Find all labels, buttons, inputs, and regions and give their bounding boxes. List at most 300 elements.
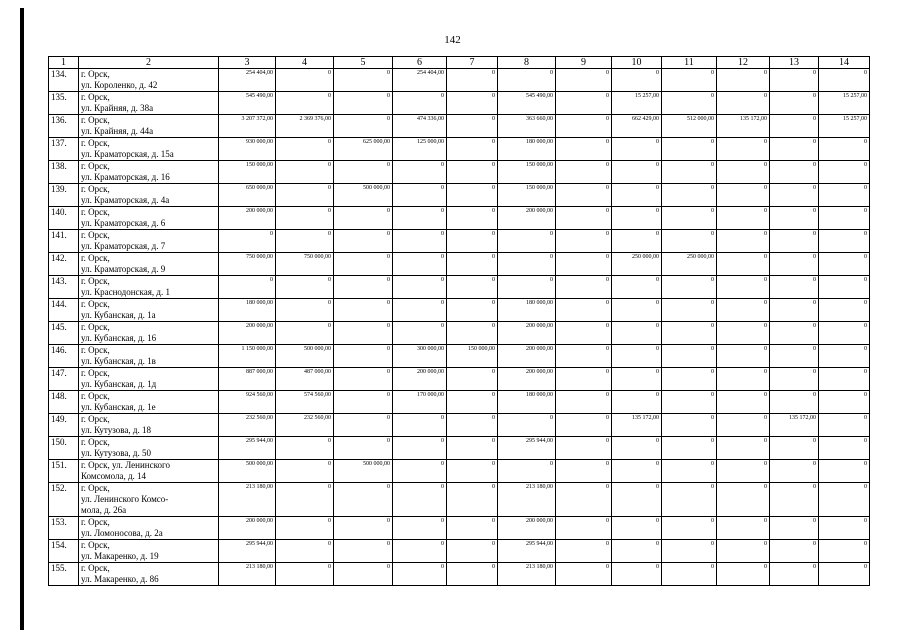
value-cell: 0 <box>662 483 717 517</box>
value-cell: 0 <box>819 184 870 207</box>
address-line: г. Орск, <box>81 517 110 527</box>
address-line: ул. Кутузова, д. 18 <box>81 425 151 435</box>
value-cell: 0 <box>819 517 870 540</box>
value-cell: 0 <box>662 184 717 207</box>
table-row <box>49 414 870 437</box>
table-row <box>49 540 870 563</box>
value-cell: 200 000,00 <box>498 207 556 230</box>
value-cell: 0 <box>447 563 498 586</box>
table-row <box>49 483 870 517</box>
value-cell: 0 <box>770 115 819 138</box>
address-cell <box>79 92 219 115</box>
value-cell: 200 000,00 <box>498 368 556 391</box>
value-cell: 200 000,00 <box>219 517 276 540</box>
row-number: 137. <box>49 138 79 161</box>
value-cell: 0 <box>612 540 662 563</box>
value-cell: 250 000,00 <box>612 253 662 276</box>
row-number: 149. <box>49 414 79 437</box>
value-cell: 0 <box>717 92 770 115</box>
value-cell: 135 172,00 <box>612 414 662 437</box>
column-header: 1 <box>49 57 79 69</box>
value-cell: 0 <box>219 230 276 253</box>
row-number: 144. <box>49 299 79 322</box>
table-row <box>49 253 870 276</box>
row-number: 155. <box>49 563 79 586</box>
address-line: г. Орск, <box>81 276 110 286</box>
table-row <box>49 563 870 586</box>
address-cell <box>79 368 219 391</box>
value-cell: 0 <box>662 540 717 563</box>
value-cell: 0 <box>662 460 717 483</box>
value-cell: 2 369 376,00 <box>276 115 334 138</box>
value-cell: 0 <box>770 391 819 414</box>
value-cell: 0 <box>276 517 334 540</box>
value-cell: 0 <box>819 483 870 517</box>
value-cell: 0 <box>662 437 717 460</box>
value-cell: 0 <box>819 138 870 161</box>
column-header: 5 <box>334 57 393 69</box>
address-cell <box>79 460 219 483</box>
address-line: Комсомола, д. 14 <box>81 471 147 481</box>
value-cell: 135 172,00 <box>717 115 770 138</box>
value-cell: 3 207 372,00 <box>219 115 276 138</box>
value-cell: 0 <box>662 368 717 391</box>
value-cell: 0 <box>447 460 498 483</box>
value-cell: 1 150 000,00 <box>219 345 276 368</box>
row-number: 145. <box>49 322 79 345</box>
address-line: г. Орск, <box>81 207 110 217</box>
value-cell: 0 <box>717 437 770 460</box>
value-cell: 0 <box>556 138 612 161</box>
address-line: ул. Краснодонская, д. 1 <box>81 287 170 297</box>
row-number: 141. <box>49 230 79 253</box>
row-number: 146. <box>49 345 79 368</box>
value-cell: 180 000,00 <box>498 299 556 322</box>
value-cell: 0 <box>770 345 819 368</box>
value-cell: 0 <box>393 161 447 184</box>
value-cell: 512 000,00 <box>662 115 717 138</box>
value-cell: 0 <box>662 276 717 299</box>
value-cell: 0 <box>662 138 717 161</box>
column-header: 11 <box>662 57 717 69</box>
column-header: 9 <box>556 57 612 69</box>
value-cell: 500 000,00 <box>334 184 393 207</box>
value-cell: 295 944,00 <box>219 437 276 460</box>
value-cell: 0 <box>770 92 819 115</box>
address-line: ул. Короленко, д. 42 <box>81 80 158 90</box>
value-cell: 0 <box>819 414 870 437</box>
value-cell: 0 <box>334 414 393 437</box>
value-cell: 200 000,00 <box>498 322 556 345</box>
address-line: ул. Краматорская, д. 9 <box>81 264 166 274</box>
value-cell: 200 000,00 <box>219 322 276 345</box>
address-line: ул. Краматорская, д. 4а <box>81 195 170 205</box>
address-line: г. Орск, <box>81 138 110 148</box>
address-cell <box>79 437 219 460</box>
address-line: г. Орск, <box>81 253 110 263</box>
value-cell: 0 <box>276 563 334 586</box>
value-cell: 0 <box>334 92 393 115</box>
address-line: мола, д. 26а <box>81 505 127 515</box>
address-line: ул. Ломоносова, д. 2а <box>81 528 163 538</box>
value-cell: 0 <box>276 138 334 161</box>
value-cell: 574 560,00 <box>276 391 334 414</box>
value-cell: 0 <box>717 368 770 391</box>
value-cell: 0 <box>447 207 498 230</box>
value-cell: 0 <box>556 483 612 517</box>
value-cell: 0 <box>276 184 334 207</box>
value-cell: 0 <box>770 437 819 460</box>
table-row <box>49 115 870 138</box>
address-cell <box>79 563 219 586</box>
address-cell <box>79 322 219 345</box>
value-cell: 0 <box>334 207 393 230</box>
value-cell: 200 000,00 <box>393 368 447 391</box>
value-cell: 0 <box>447 322 498 345</box>
value-cell: 0 <box>819 299 870 322</box>
value-cell: 0 <box>393 437 447 460</box>
table-row <box>49 138 870 161</box>
value-cell: 0 <box>556 517 612 540</box>
value-cell: 0 <box>662 391 717 414</box>
value-cell: 0 <box>498 253 556 276</box>
value-cell: 0 <box>770 161 819 184</box>
value-cell: 0 <box>819 391 870 414</box>
column-header: 8 <box>498 57 556 69</box>
value-cell: 0 <box>393 253 447 276</box>
value-cell: 0 <box>612 207 662 230</box>
value-cell: 0 <box>498 276 556 299</box>
value-cell: 0 <box>393 184 447 207</box>
address-line: г. Орск, <box>81 437 110 447</box>
value-cell: 0 <box>770 368 819 391</box>
value-cell: 15 257,00 <box>819 92 870 115</box>
value-cell: 0 <box>334 437 393 460</box>
address-line: ул. Крайняя, д. 44а <box>81 126 154 136</box>
value-cell: 0 <box>556 345 612 368</box>
value-cell: 0 <box>447 414 498 437</box>
value-cell: 0 <box>556 299 612 322</box>
value-cell: 0 <box>662 345 717 368</box>
value-cell: 0 <box>498 230 556 253</box>
address-cell <box>79 184 219 207</box>
value-cell: 150 000,00 <box>447 345 498 368</box>
value-cell: 0 <box>717 322 770 345</box>
address-cell <box>79 391 219 414</box>
value-cell: 0 <box>447 391 498 414</box>
value-cell: 0 <box>770 138 819 161</box>
value-cell: 0 <box>819 322 870 345</box>
address-line: ул. Краматорская, д. 15а <box>81 149 174 159</box>
value-cell: 0 <box>612 345 662 368</box>
value-cell: 0 <box>393 92 447 115</box>
value-cell: 500 000,00 <box>334 460 393 483</box>
address-line: ул. Ленинского Комсо- <box>81 494 169 504</box>
value-cell: 300 000,00 <box>393 345 447 368</box>
value-cell: 0 <box>334 483 393 517</box>
value-cell: 0 <box>447 540 498 563</box>
table-row <box>49 460 870 483</box>
column-header: 3 <box>219 57 276 69</box>
header-row <box>49 57 870 69</box>
address-cell <box>79 483 219 517</box>
address-line: ул. Макаренко, д. 19 <box>81 551 159 561</box>
address-line: г. Орск, <box>81 299 110 309</box>
value-cell: 474 336,00 <box>393 115 447 138</box>
address-line: ул. Кубанская, д. 1д <box>81 379 157 389</box>
value-cell: 0 <box>334 540 393 563</box>
address-line: ул. Кубанская, д. 1в <box>81 356 156 366</box>
value-cell: 0 <box>334 322 393 345</box>
value-cell: 0 <box>334 368 393 391</box>
value-cell: 0 <box>717 184 770 207</box>
row-number: 134. <box>49 69 79 92</box>
value-cell: 0 <box>717 299 770 322</box>
value-cell: 0 <box>498 460 556 483</box>
value-cell: 0 <box>447 138 498 161</box>
value-cell: 0 <box>819 69 870 92</box>
row-number: 153. <box>49 517 79 540</box>
value-cell: 0 <box>717 69 770 92</box>
value-cell: 0 <box>770 322 819 345</box>
address-line: ул. Кутузова, д. 50 <box>81 448 151 458</box>
address-line: г. Орск, <box>81 414 110 424</box>
value-cell: 0 <box>717 563 770 586</box>
row-number: 150. <box>49 437 79 460</box>
value-cell: 625 000,00 <box>334 138 393 161</box>
value-cell: 0 <box>447 253 498 276</box>
value-cell: 180 000,00 <box>498 391 556 414</box>
value-cell: 0 <box>819 161 870 184</box>
value-cell: 0 <box>498 414 556 437</box>
table-row <box>49 322 870 345</box>
value-cell: 924 560,00 <box>219 391 276 414</box>
value-cell: 0 <box>819 460 870 483</box>
address-cell <box>79 69 219 92</box>
table-row <box>49 184 870 207</box>
value-cell: 0 <box>717 540 770 563</box>
value-cell: 0 <box>770 460 819 483</box>
value-cell: 0 <box>276 161 334 184</box>
table-row <box>49 299 870 322</box>
value-cell: 0 <box>662 230 717 253</box>
value-cell: 0 <box>334 115 393 138</box>
value-cell: 0 <box>612 276 662 299</box>
value-cell: 930 000,00 <box>219 138 276 161</box>
address-cell <box>79 345 219 368</box>
value-cell: 0 <box>276 69 334 92</box>
value-cell: 545 490,00 <box>219 92 276 115</box>
address-cell <box>79 161 219 184</box>
row-number: 151. <box>49 460 79 483</box>
table-row <box>49 276 870 299</box>
value-cell: 0 <box>612 368 662 391</box>
table-row <box>49 345 870 368</box>
table-row <box>49 92 870 115</box>
value-cell: 0 <box>276 460 334 483</box>
table-row <box>49 69 870 92</box>
address-cell <box>79 138 219 161</box>
value-cell: 0 <box>447 276 498 299</box>
value-cell: 0 <box>612 460 662 483</box>
value-cell: 232 560,00 <box>276 414 334 437</box>
value-cell: 125 000,00 <box>393 138 447 161</box>
value-cell: 213 180,00 <box>219 563 276 586</box>
value-cell: 0 <box>334 69 393 92</box>
address-line: г. Орск, <box>81 391 110 401</box>
value-cell: 0 <box>612 391 662 414</box>
value-cell: 0 <box>334 161 393 184</box>
value-cell: 0 <box>770 517 819 540</box>
value-cell: 0 <box>662 207 717 230</box>
value-cell: 662 429,00 <box>612 115 662 138</box>
value-cell: 0 <box>556 322 612 345</box>
address-cell <box>79 253 219 276</box>
value-cell: 0 <box>612 322 662 345</box>
value-cell: 0 <box>662 299 717 322</box>
value-cell: 15 257,00 <box>612 92 662 115</box>
value-cell: 0 <box>612 184 662 207</box>
value-cell: 0 <box>662 161 717 184</box>
value-cell: 0 <box>819 368 870 391</box>
address-line: г. Орск, <box>81 92 110 102</box>
address-line: г. Орск, <box>81 540 110 550</box>
table-row <box>49 161 870 184</box>
value-cell: 0 <box>612 161 662 184</box>
value-cell: 0 <box>393 460 447 483</box>
value-cell: 0 <box>819 230 870 253</box>
value-cell: 0 <box>276 483 334 517</box>
value-cell: 0 <box>334 299 393 322</box>
value-cell: 0 <box>276 276 334 299</box>
row-number: 142. <box>49 253 79 276</box>
value-cell: 0 <box>334 391 393 414</box>
address-line: г. Орск, <box>81 161 110 171</box>
value-cell: 0 <box>276 207 334 230</box>
value-cell: 0 <box>770 230 819 253</box>
value-cell: 0 <box>556 414 612 437</box>
value-cell: 0 <box>556 368 612 391</box>
value-cell: 200 000,00 <box>498 517 556 540</box>
value-cell: 0 <box>556 540 612 563</box>
value-cell: 0 <box>717 483 770 517</box>
row-number: 147. <box>49 368 79 391</box>
value-cell: 0 <box>393 540 447 563</box>
address-line: ул. Макаренко, д. 86 <box>81 574 159 584</box>
value-cell: 250 000,00 <box>662 253 717 276</box>
value-cell: 0 <box>447 437 498 460</box>
value-cell: 750 000,00 <box>219 253 276 276</box>
value-cell: 0 <box>393 299 447 322</box>
column-header: 2 <box>79 57 219 69</box>
value-cell: 0 <box>612 563 662 586</box>
value-cell: 180 000,00 <box>498 138 556 161</box>
address-line: г. Орск, <box>81 322 110 332</box>
value-cell: 0 <box>498 69 556 92</box>
address-cell <box>79 299 219 322</box>
address-line: ул. Краматорская, д. 16 <box>81 172 170 182</box>
value-cell: 0 <box>334 253 393 276</box>
value-cell: 0 <box>334 517 393 540</box>
value-cell: 500 000,00 <box>219 460 276 483</box>
value-cell: 0 <box>447 368 498 391</box>
address-line: ул. Крайняя, д. 38а <box>81 103 154 113</box>
value-cell: 0 <box>447 517 498 540</box>
row-number: 135. <box>49 92 79 115</box>
value-cell: 0 <box>393 230 447 253</box>
value-cell: 0 <box>770 299 819 322</box>
value-cell: 0 <box>717 253 770 276</box>
value-cell: 0 <box>556 391 612 414</box>
address-cell <box>79 540 219 563</box>
address-cell <box>79 517 219 540</box>
page-number: 142 <box>444 34 461 46</box>
value-cell: 0 <box>662 414 717 437</box>
value-cell: 0 <box>819 276 870 299</box>
value-cell: 0 <box>556 563 612 586</box>
table-row <box>49 230 870 253</box>
value-cell: 0 <box>393 276 447 299</box>
value-cell: 0 <box>556 230 612 253</box>
column-header: 6 <box>393 57 447 69</box>
value-cell: 0 <box>770 540 819 563</box>
value-cell: 0 <box>612 230 662 253</box>
value-cell: 0 <box>334 276 393 299</box>
value-cell: 0 <box>334 230 393 253</box>
value-cell: 0 <box>717 517 770 540</box>
value-cell: 0 <box>393 563 447 586</box>
left-margin-bar <box>20 8 24 630</box>
address-cell <box>79 230 219 253</box>
value-cell: 650 000,00 <box>219 184 276 207</box>
value-cell: 887 000,00 <box>219 368 276 391</box>
value-cell: 200 000,00 <box>498 345 556 368</box>
address-line: ул. Кубанская, д. 1а <box>81 310 156 320</box>
address-line: ул. Краматорская, д. 6 <box>81 218 166 228</box>
value-cell: 0 <box>276 437 334 460</box>
value-cell: 232 560,00 <box>219 414 276 437</box>
column-header: 7 <box>447 57 498 69</box>
table-row <box>49 517 870 540</box>
row-number: 143. <box>49 276 79 299</box>
value-cell: 0 <box>556 253 612 276</box>
value-cell: 0 <box>770 184 819 207</box>
value-cell: 0 <box>612 483 662 517</box>
value-cell: 0 <box>447 115 498 138</box>
row-number: 154. <box>49 540 79 563</box>
value-cell: 0 <box>276 322 334 345</box>
row-number: 152. <box>49 483 79 517</box>
value-cell: 0 <box>717 161 770 184</box>
value-cell: 0 <box>393 414 447 437</box>
value-cell: 0 <box>770 563 819 586</box>
column-header: 4 <box>276 57 334 69</box>
value-cell: 0 <box>770 276 819 299</box>
value-cell: 0 <box>717 345 770 368</box>
value-cell: 0 <box>662 517 717 540</box>
value-cell: 0 <box>334 345 393 368</box>
value-cell: 0 <box>393 207 447 230</box>
value-cell: 0 <box>770 253 819 276</box>
value-cell: 180 000,00 <box>219 299 276 322</box>
value-cell: 0 <box>819 253 870 276</box>
value-cell: 0 <box>717 230 770 253</box>
value-cell: 0 <box>612 138 662 161</box>
row-number: 138. <box>49 161 79 184</box>
value-cell: 0 <box>612 299 662 322</box>
value-cell: 0 <box>556 207 612 230</box>
value-cell: 15 257,00 <box>819 115 870 138</box>
